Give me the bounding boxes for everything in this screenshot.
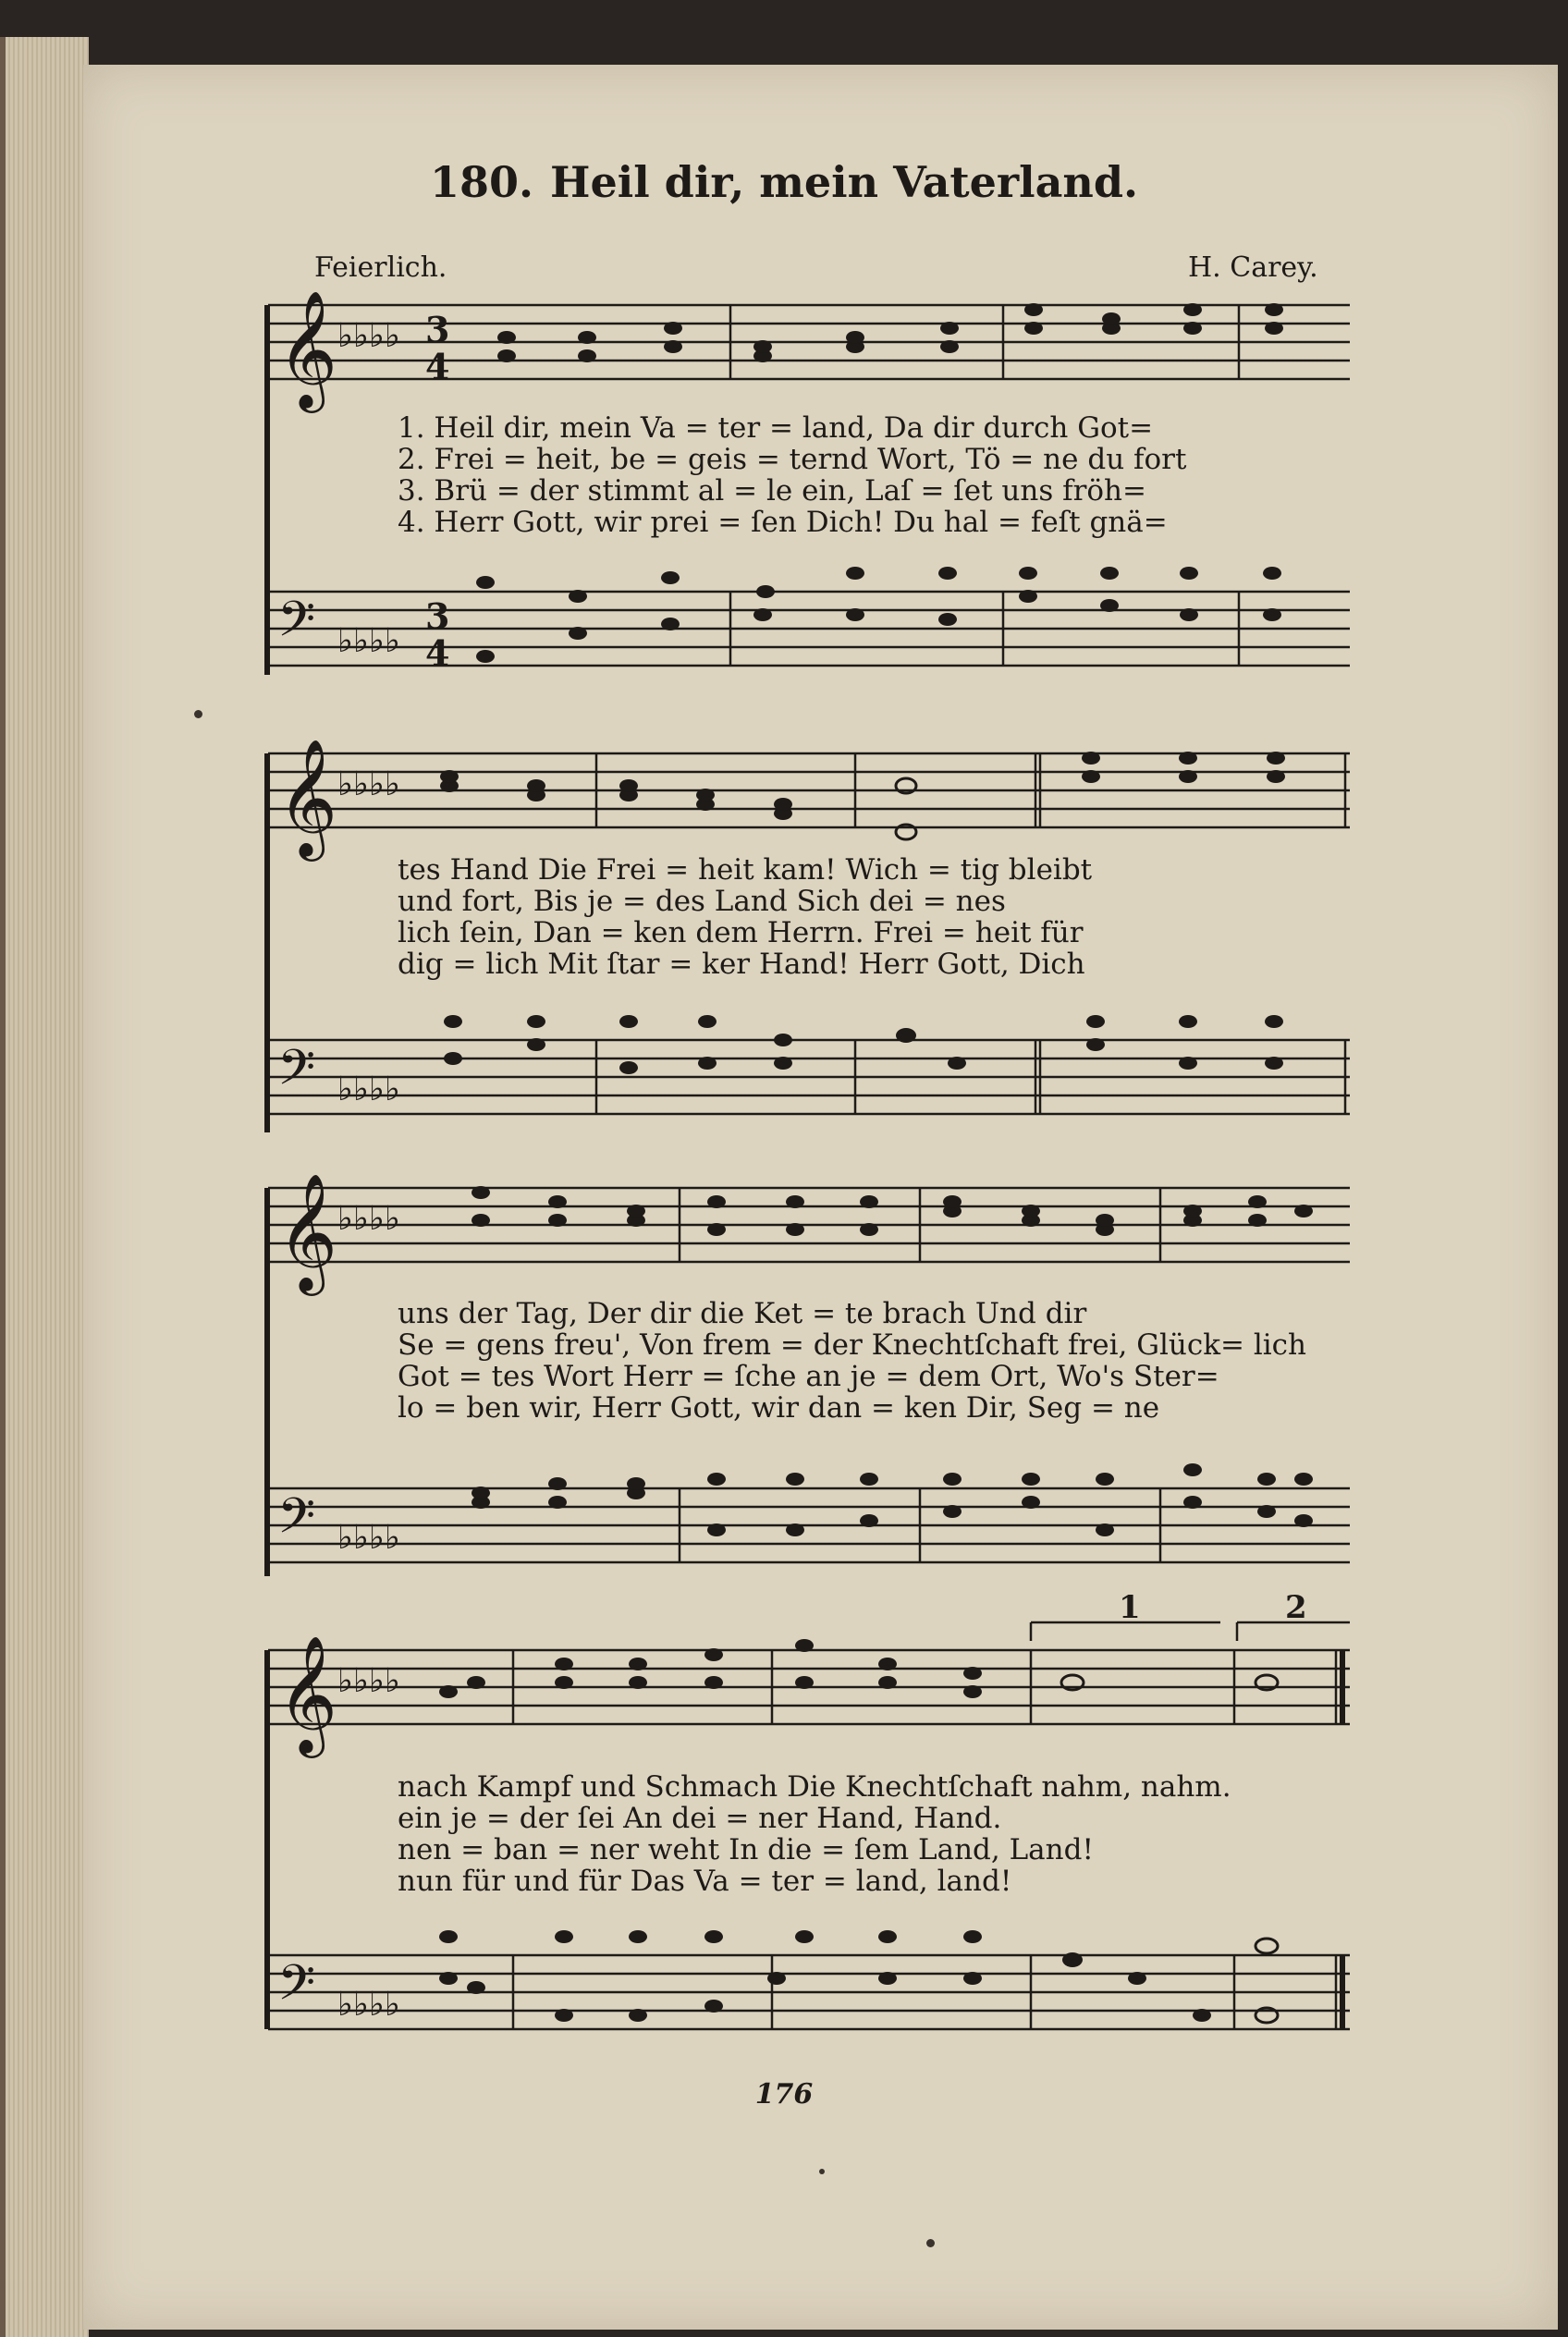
svg-text:4: 4 xyxy=(425,632,450,674)
svg-text:3: 3 xyxy=(425,595,450,637)
lyric-verse-3: nen = ban = ner weht In die = ſem Land, Land! xyxy=(398,1833,1094,1866)
lyric-verse-1: uns der Tag, Der dir die Ket = te brach Und dir xyxy=(398,1297,1087,1330)
paper-speck xyxy=(926,2239,935,2247)
system-2-bass-staff xyxy=(259,1022,1350,1142)
svg-text:♭♭♭♭: ♭♭♭♭ xyxy=(337,1071,400,1108)
lyric-verse-2: Se = gens freu', Von frem = der Knechtſchaft frei, Glück= lich xyxy=(398,1328,1306,1362)
svg-text:♭♭♭♭: ♭♭♭♭ xyxy=(337,1662,400,1700)
treble-clef-icon: 𝄞 xyxy=(277,738,338,856)
system-4-treble-staff xyxy=(259,1589,1350,1761)
lyric-verse-1: 1. Heil dir, mein Va = ter = land, Da dir durch Got= xyxy=(398,411,1154,445)
svg-text:♭♭♭♭: ♭♭♭♭ xyxy=(337,1519,400,1557)
system-2-treble-staff xyxy=(259,738,1350,864)
system-1-treble-staff xyxy=(259,289,1350,416)
lyric-verse-4: lo = ben wir, Herr Gott, wir dan = ken Dir, Seg = ne xyxy=(398,1391,1160,1425)
lyric-verse-3: 3. Brü = der stimmt al = le ein, Laſ = ſet uns fröh= xyxy=(398,474,1146,508)
paper-speck xyxy=(819,2169,825,2174)
svg-text:♭♭♭♭: ♭♭♭♭ xyxy=(337,317,400,355)
lyric-verse-4: nun für und für Das Va = ter = land, land! xyxy=(398,1865,1012,1898)
svg-text:♭♭♭♭: ♭♭♭♭ xyxy=(337,1200,400,1238)
bass-clef-icon: 𝄢 xyxy=(277,1955,316,2024)
hymn-title xyxy=(0,157,1568,207)
system-2-lyrics xyxy=(398,854,1331,980)
svg-text:♭♭♭♭: ♭♭♭♭ xyxy=(337,765,400,803)
lyric-verse-3: Got = tes Wort Herr = ſche an je = dem Ort, Wo's Ster= xyxy=(398,1360,1219,1393)
composer-name: H. Carey. xyxy=(1188,251,1318,284)
lyric-verse-3: lich ſein, Dan = ken dem Herrn. Frei = heit für xyxy=(398,916,1084,949)
system-1-bass-staff xyxy=(259,573,1350,693)
system-4-lyrics xyxy=(398,1771,1331,1897)
treble-clef-icon: 𝄞 xyxy=(277,1172,338,1291)
volta-1-label: 1 xyxy=(1119,1589,1141,1626)
lyric-verse-2: 2. Frei = heit, be = geis = ternd Wort, Tö = ne du fort xyxy=(398,443,1187,476)
tempo-marking: Feierlich. xyxy=(314,251,447,284)
system-3-treble-staff xyxy=(259,1172,1350,1299)
page-number: 176 xyxy=(754,2078,814,2111)
system-4-bass-staff xyxy=(259,1937,1350,2057)
treble-clef-icon: 𝄞 xyxy=(277,289,338,408)
svg-text:3: 3 xyxy=(425,309,450,350)
system-3-bass-staff xyxy=(259,1470,1350,1590)
lyric-verse-2: und fort, Bis je = des Land Sich dei = nes xyxy=(398,885,1006,918)
bass-clef-icon: 𝄢 xyxy=(277,592,316,660)
hymn-number: 180. xyxy=(429,157,533,207)
treble-clef-icon: 𝄞 xyxy=(277,1634,338,1753)
bass-clef-icon: 𝄢 xyxy=(277,1488,316,1557)
system-3-lyrics xyxy=(398,1298,1331,1424)
book-page-edges xyxy=(0,37,89,2337)
lyric-verse-4: dig = lich Mit ſtar = ker Hand! Herr Gott, Dich xyxy=(398,948,1085,981)
paper-speck xyxy=(194,710,202,718)
svg-text:♭♭♭♭: ♭♭♭♭ xyxy=(337,1986,400,2024)
lyric-verse-1: tes Hand Die Frei = heit kam! Wich = tig bleibt xyxy=(398,853,1093,887)
svg-text:4: 4 xyxy=(425,346,450,387)
svg-text:♭♭♭♭: ♭♭♭♭ xyxy=(337,622,400,660)
bass-clef-icon: 𝄢 xyxy=(277,1040,316,1108)
hymn-title-text: Heil dir, mein Vaterland. xyxy=(549,157,1139,207)
lyric-verse-2: ein je = der ſei An dei = ner Hand, Hand. xyxy=(398,1802,1002,1835)
lyric-verse-4: 4. Herr Gott, wir prei = ſen Dich! Du hal = feſt gnä= xyxy=(398,506,1168,539)
lyric-verse-1: nach Kampf und Schmach Die Knechtſchaft nahm, nahm. xyxy=(398,1770,1231,1804)
system-1-lyrics xyxy=(398,412,1331,538)
volta-2-label: 2 xyxy=(1285,1589,1307,1626)
